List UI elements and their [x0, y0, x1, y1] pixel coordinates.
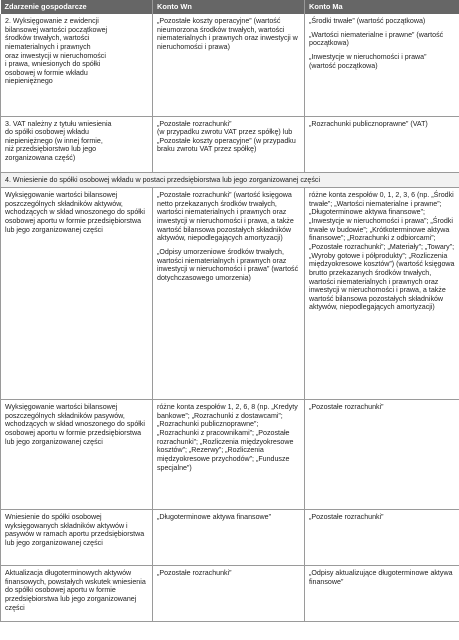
header-economic-event: Zdarzenie gospodarcze — [1, 0, 153, 14]
event-cell: 3. VAT należny z tytułu wniesienia do spółki osobowej wkładu niepieniężnego (w innej formie, niż przedsiębiorstwo lub jego zorganizowana część) — [1, 116, 153, 172]
event-cell: Wyksięgowanie wartości bilansowej poszczególnych składników aktywów, wchodzących w skład wnoszonego do spółki osobowej aportu w formie przedsiębiorstwa lub jego zorganizowanej części — [1, 188, 153, 400]
table-row — [1, 14, 459, 116]
credit-entry: „Środki trwałe” (wartość początkowa) — [309, 17, 426, 25]
table-row — [1, 400, 459, 510]
debit-cell: „Pozostałe rozrachunki” (w przypadku zwrotu VAT przez spółkę) lub „Pozostałe koszty operacyjne” (w przypadku braku zwrotu VAT przez spółkę) — [153, 116, 305, 172]
credit-cell: różne konta zespołów 0, 1, 2, 3, 6 (np. „Środki trwałe”; „Wartości niematerialne i prawne”; „Długoterminowe aktywa finansowe”; „Inwestycje w nieruchomości i prawa”; „Środki trwałe w budowie”; „Krótkoterminowe aktywa finansowe”; „Rozrachunki z odbiorcami”; „Pozostałe rozrachunki”; „Materiały”; „Towary”; „Wyroby gotowe i półprodukty”; „Rozliczenia międzyokresowe kosztów”) (wartość księgowa brutto przekazanych środków trwałych, wartości niematerialnych i prawnych oraz inwestycji w nieruchomości i prawa, a także wartość bilansowa pozostałych składników aktywów, niepodlegających amortyzacji) — [305, 188, 459, 400]
debit-cell: „Długoterminowe aktywa finansowe” — [153, 510, 305, 566]
credit-cell: „Pozostałe rozrachunki” — [305, 510, 459, 566]
debit-cell: „Pozostałe rozrachunki” — [153, 566, 305, 622]
table-row — [1, 566, 459, 622]
credit-cell: „Pozostałe rozrachunki” — [305, 400, 459, 510]
credit-entry: „Wartości niematerialne i prawne” (wartość początkowa) — [309, 30, 444, 48]
event-cell: Aktualizacja długoterminowych aktywów finansowych, powstałych wskutek wniesienia do spółki osobowej aportu w formie przedsiębiorstwa lub jego zorganizowanej części — [1, 566, 153, 622]
debit-cell: różne konta zespołów 1, 2, 6, 8 (np. „Kredyty bankowe”; „Rozrachunki z dostawcami”; „Rozrachunki publicznoprawne”; „Rozrachunki z pracownikami”; „Pozostałe rozrachunki”; „Rozliczenia międzyokresowe kosztów”; „Rezerwy”; „Rozliczenia międzyokresowe przychodów”; „Fundusze specjalne”) — [153, 400, 305, 510]
section-heading: 4. Wniesienie do spółki osobowej wkładu w postaci przedsiębiorstwa lub jego zorganizowanej części — [1, 172, 459, 188]
header-credit-account: Konto Ma — [305, 0, 459, 14]
table-row — [1, 188, 459, 400]
table-row — [1, 116, 459, 172]
credit-entry: „Inwestycje w nieruchomości i prawa” (wartość początkowa) — [309, 52, 427, 70]
event-cell: Wniesienie do spółki osobowej wyksięgowanych składników aktywów i pasywów w ramach aportu przedsiębiorstwa lub jego zorganizowanej części — [1, 510, 153, 566]
credit-cell: „Rozrachunki publicznoprawne” (VAT) — [305, 116, 459, 172]
section-row — [1, 172, 459, 188]
event-cell: 2. Wyksięgowanie z ewidencji bilansowej wartości początkowej środków trwałych, wartości niematerialnych i prawnych oraz inwestycji w nieruchomości i prawa, wniesionych do spółki osobowej w formie wkładu niepieniężnego — [1, 14, 153, 116]
debit-cell — [153, 188, 305, 400]
debit-entry: „Pozostałe rozrachunki” (wartość księgowa netto przekazanych środków trwałych, wartości niematerialnych i prawnych oraz inwestycji w nieruchomości i prawa, a także wartość bilansowa pozostałych składników aktywów, niepodlegających amortyzacji) — [157, 191, 294, 243]
header-debit-account: Konto Wn — [153, 0, 305, 14]
credit-cell — [305, 14, 459, 116]
table-header — [1, 0, 459, 14]
credit-cell: „Odpisy aktualizujące długoterminowe aktywa finansowe” — [305, 566, 459, 622]
event-cell: Wyksięgowanie wartości bilansowej poszczególnych składników pasywów, wchodzących w skład wnoszonego do spółki osobowej aportu w formie przedsiębiorstwa lub jego zorganizowanej części — [1, 400, 153, 510]
table-row — [1, 510, 459, 566]
debit-cell: „Pozostałe koszty operacyjne” (wartość nieumorzona środków trwałych, wartości niematerialnych i prawnych oraz inwestycji w nieruchomości i prawa) — [153, 14, 305, 116]
debit-entry: „Odpisy umorzeniowe środków trwałych, wartości niematerialnych i prawnych oraz inwestycji w nieruchomości i prawa” (wartość dotychczasowego umorzenia) — [157, 247, 299, 282]
